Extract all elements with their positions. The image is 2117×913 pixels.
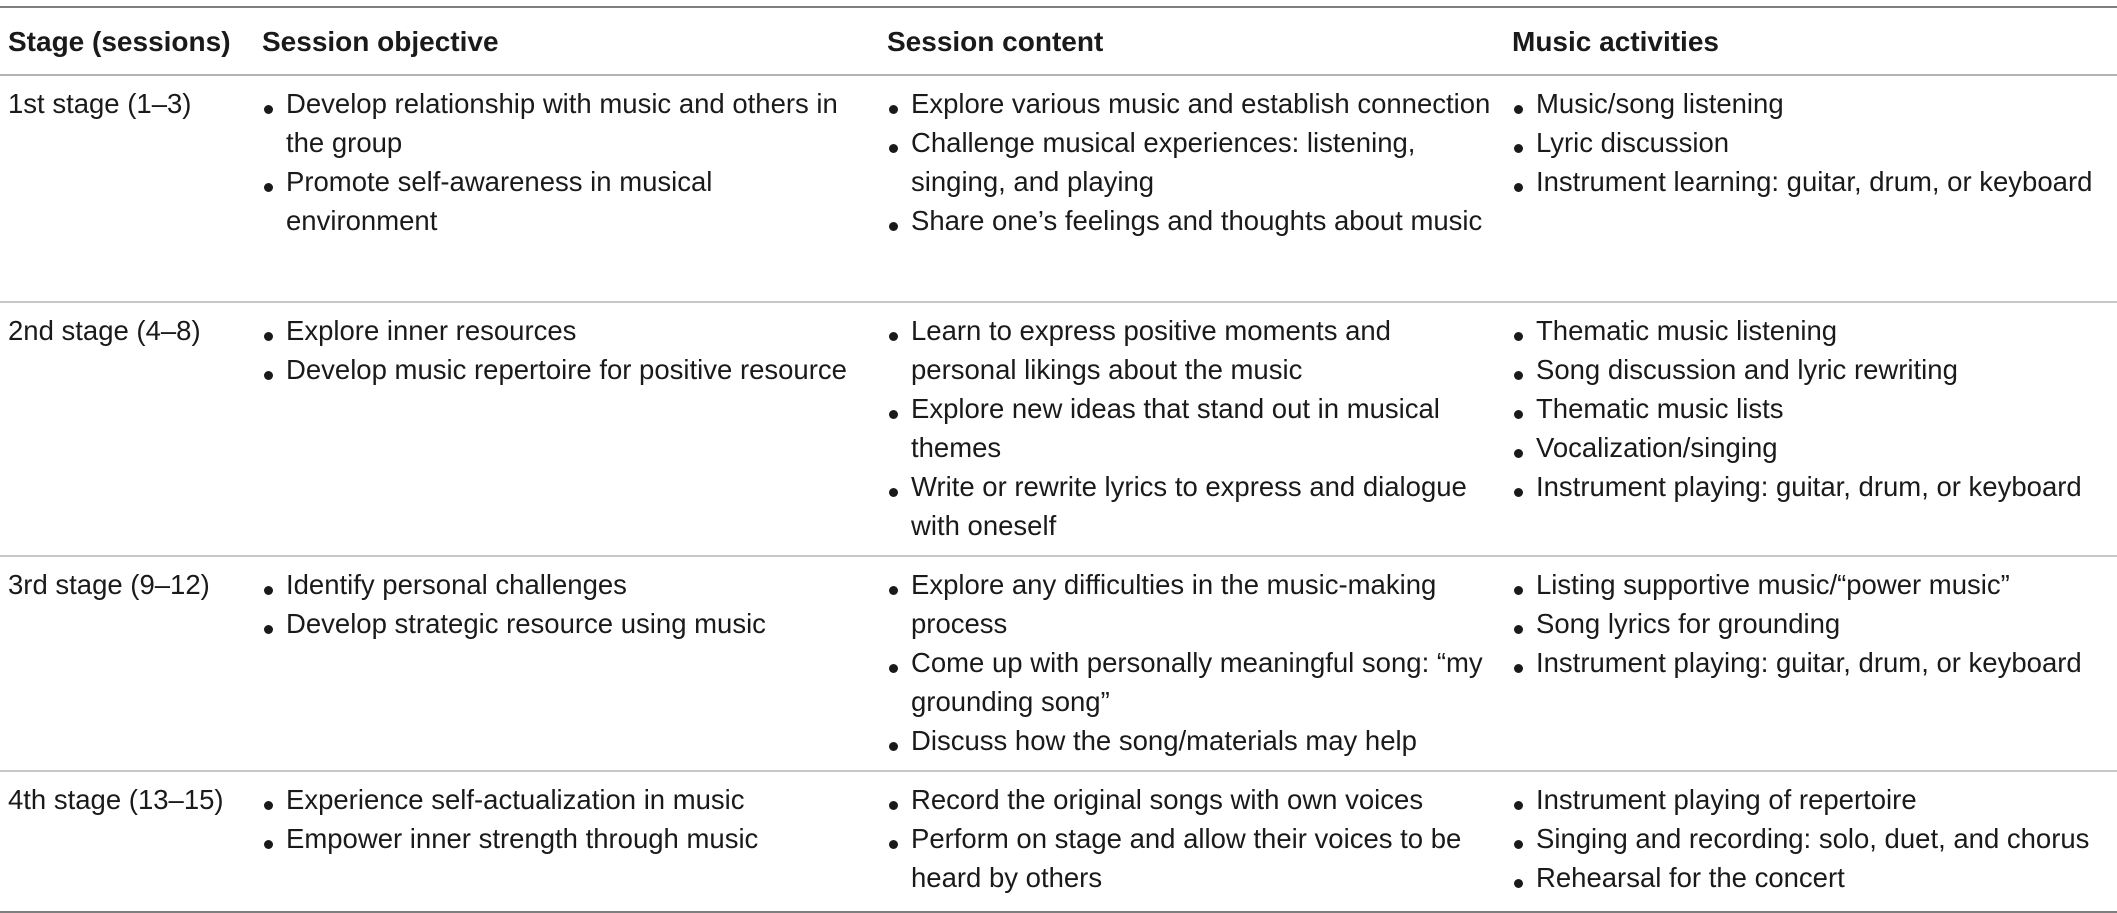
list-item: Instrument playing: guitar, drum, or keyboard xyxy=(1512,467,2117,506)
content-cell xyxy=(887,556,1512,771)
list-item: Instrument playing of repertoire xyxy=(1512,780,2117,819)
list-item: Instrument learning: guitar, drum, or keyboard xyxy=(1512,162,2117,201)
stage-cell: 4th stage (13–15) xyxy=(8,784,224,815)
header-stage: Stage (sessions) xyxy=(8,26,231,57)
list-item: Develop relationship with music and others in the group xyxy=(262,84,887,162)
list-item: Discuss how the song/materials may help xyxy=(887,721,1512,760)
objective-cell xyxy=(262,75,887,302)
list-item: Song discussion and lyric rewriting xyxy=(1512,350,2117,389)
list-item: Song lyrics for grounding xyxy=(1512,604,2117,643)
list-item: Come up with personally meaningful song: “my grounding song” xyxy=(887,643,1512,721)
objective-cell xyxy=(262,556,887,771)
content-cell xyxy=(887,75,1512,302)
activities-list xyxy=(1512,780,2117,897)
list-item: Identify personal challenges xyxy=(262,565,887,604)
list-item: Thematic music listening xyxy=(1512,311,2117,350)
activities-list xyxy=(1512,311,2117,506)
objective-list xyxy=(262,780,887,858)
content-list xyxy=(887,311,1512,545)
list-item: Explore new ideas that stand out in musical themes xyxy=(887,389,1512,467)
list-item: Explore various music and establish connection xyxy=(887,84,1512,123)
content-list xyxy=(887,780,1512,897)
table-row xyxy=(0,75,2117,302)
stage-cell: 3rd stage (9–12) xyxy=(8,569,210,600)
music-sessions-table xyxy=(0,6,2117,913)
table-row xyxy=(0,771,2117,912)
list-item: Challenge musical experiences: listening, singing, and playing xyxy=(887,123,1512,201)
content-cell xyxy=(887,302,1512,556)
list-item: Singing and recording: solo, duet, and chorus xyxy=(1512,819,2117,858)
list-item: Thematic music lists xyxy=(1512,389,2117,428)
activities-cell xyxy=(1512,302,2117,556)
list-item: Instrument playing: guitar, drum, or keyboard xyxy=(1512,643,2117,682)
objective-list xyxy=(262,565,887,643)
table-row xyxy=(0,302,2117,556)
objective-cell xyxy=(262,302,887,556)
header-objective: Session objective xyxy=(262,26,499,57)
activities-list xyxy=(1512,84,2117,201)
objective-cell xyxy=(262,771,887,912)
objective-list xyxy=(262,84,887,240)
list-item: Develop music repertoire for positive resource xyxy=(262,350,887,389)
list-item: Write or rewrite lyrics to express and dialogue with oneself xyxy=(887,467,1512,545)
header-activities: Music activities xyxy=(1512,26,1719,57)
list-item: Listing supportive music/“power music” xyxy=(1512,565,2117,604)
table-body xyxy=(0,75,2117,912)
list-item: Music/song listening xyxy=(1512,84,2117,123)
list-item: Empower inner strength through music xyxy=(262,819,887,858)
list-item: Share one’s feelings and thoughts about music xyxy=(887,201,1512,240)
list-item: Explore inner resources xyxy=(262,311,887,350)
list-item: Perform on stage and allow their voices to be heard by others xyxy=(887,819,1512,897)
header-row xyxy=(0,7,2117,75)
table-header xyxy=(0,7,2117,75)
list-item: Develop strategic resource using music xyxy=(262,604,887,643)
table-row xyxy=(0,556,2117,771)
list-item: Experience self-actualization in music xyxy=(262,780,887,819)
header-content: Session content xyxy=(887,26,1104,57)
stage-cell: 2nd stage (4–8) xyxy=(8,315,201,346)
content-list xyxy=(887,565,1512,760)
list-item: Lyric discussion xyxy=(1512,123,2117,162)
stage-cell: 1st stage (1–3) xyxy=(8,88,192,119)
activities-cell xyxy=(1512,556,2117,771)
list-item: Record the original songs with own voices xyxy=(887,780,1512,819)
list-item: Vocalization/singing xyxy=(1512,428,2117,467)
list-item: Explore any difficulties in the music-making process xyxy=(887,565,1512,643)
list-item: Promote self-awareness in musical environment xyxy=(262,162,887,240)
activities-cell xyxy=(1512,75,2117,302)
objective-list xyxy=(262,311,887,389)
activities-list xyxy=(1512,565,2117,682)
list-item: Learn to express positive moments and personal likings about the music xyxy=(887,311,1512,389)
content-list xyxy=(887,84,1512,240)
content-cell xyxy=(887,771,1512,912)
list-item: Rehearsal for the concert xyxy=(1512,858,2117,897)
activities-cell xyxy=(1512,771,2117,912)
